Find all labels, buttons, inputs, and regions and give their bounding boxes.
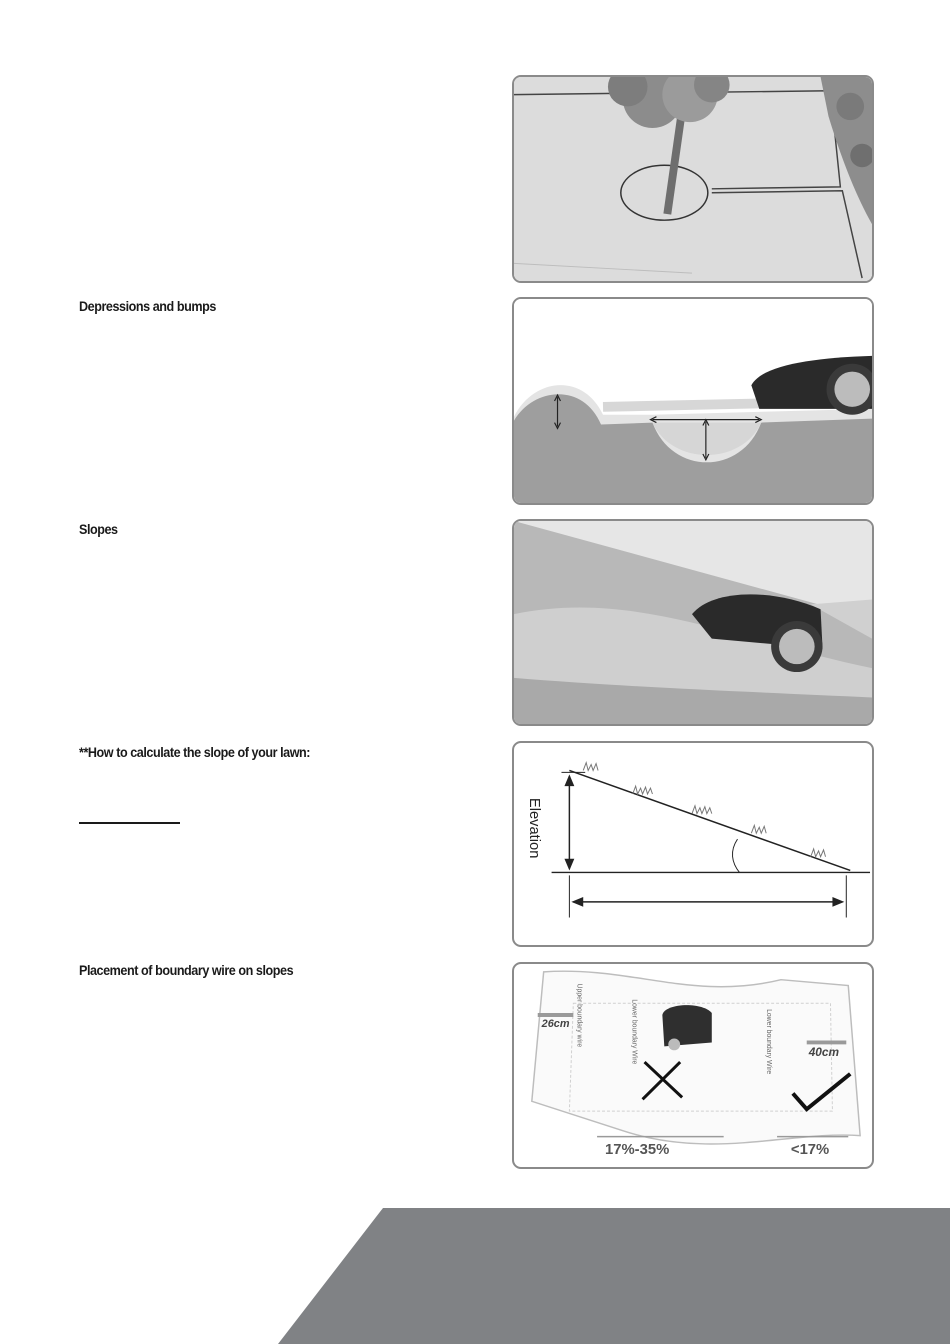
heading-depressions-and-bumps: Depressions and bumps	[79, 298, 216, 314]
heading-placement-boundary-wire: Placement of boundary wire on slopes	[79, 962, 294, 978]
depressions-bumps-illustration	[512, 297, 874, 505]
right-slope-range: <17%	[790, 1142, 830, 1159]
upper-wire-label: Upper boundary wire	[575, 983, 583, 1048]
heading-slopes: Slopes	[79, 521, 118, 537]
tree-boundary-illustration	[512, 75, 874, 283]
lower-wire-left-label: Lower boundary Wire	[630, 999, 638, 1065]
right-distance-label: 40cm	[808, 1045, 840, 1060]
slope-calculation-diagram	[512, 741, 874, 947]
elevation-label: Elevation	[525, 797, 542, 859]
left-distance-label: 26cm	[541, 1017, 570, 1030]
formula-rule	[79, 822, 180, 824]
boundary-wire-placement-diagram	[512, 962, 874, 1169]
slopes-illustration	[512, 519, 874, 726]
lower-wire-right-label: Lower boundary Wire	[765, 1009, 773, 1075]
footer-band	[0, 1208, 950, 1344]
left-slope-range: 17%-35%	[604, 1142, 670, 1159]
heading-calculate-slope: **How to calculate the slope of your lawn:	[79, 744, 311, 760]
